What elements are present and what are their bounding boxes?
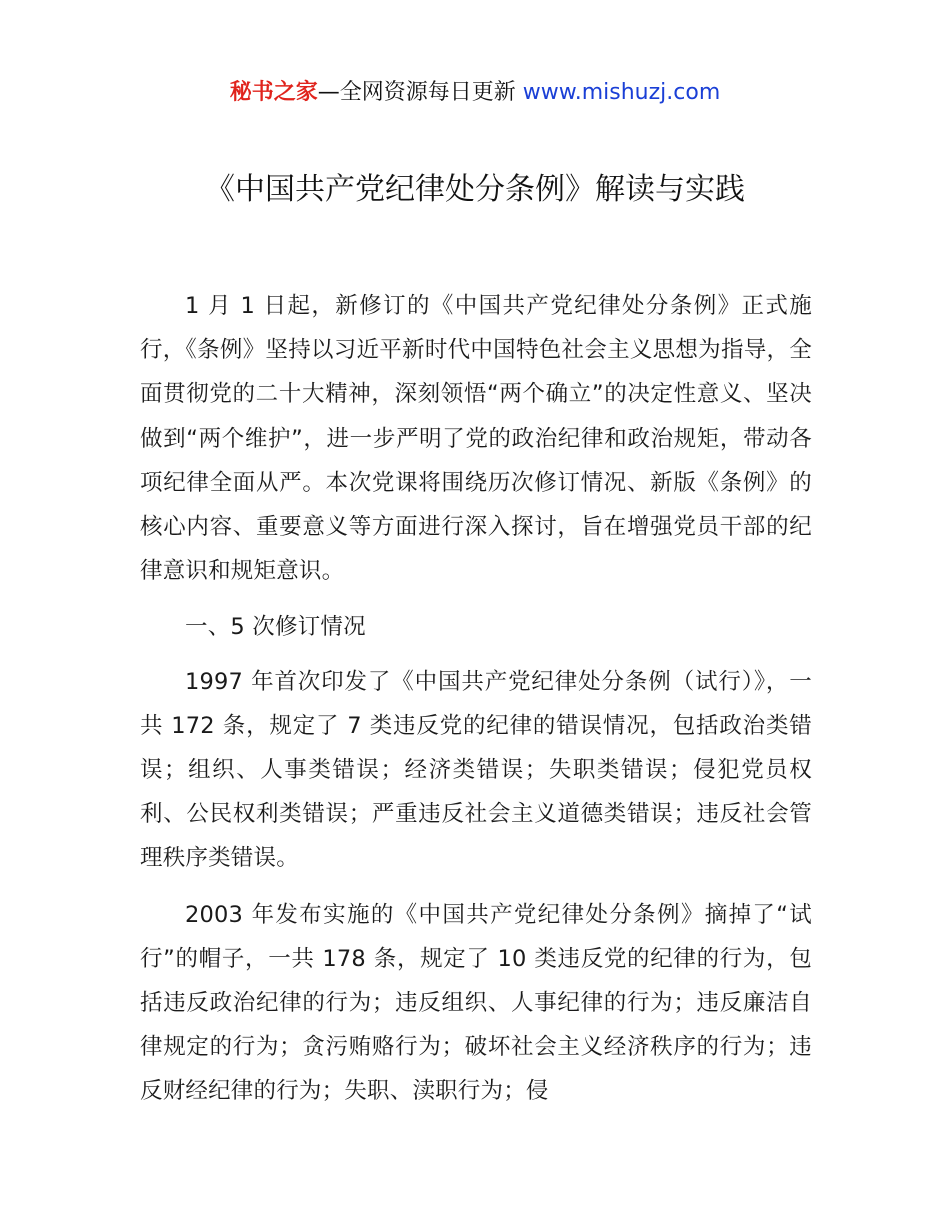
site-brand: 秘书之家 bbox=[229, 80, 318, 105]
paragraph-1997: 1997 年首次印发了《中国共产党纪律处分条例（试行）》，一共 172 条，规定了 7 类违反党的纪律的错误情况，包括政治类错误；组织、人事类错误；经济类错误；失职类错误；侵犯党员权利、公民权利类错误；严重违反社会主义道德类错误；违反社会管理秩序类错误。 bbox=[140, 668, 812, 872]
section-heading: 一、5 次修订情况 bbox=[185, 614, 366, 641]
intro-paragraph: 1 月 1 日起，新修订的《中国共产党纪律处分条例》正式施行，《条例》坚持以习近平新时代中国特色社会主义思想为指导，全面贯彻党的二十大精神，深刻领悟“两个确立”的决定性意义、坚决做到“两个维护”，进一步严明了党的政治纪律和政治规矩，带动各项纪律全面从严。本次党课将围绕历次修订情况、新版《条例》的核心内容、重要意义等方面进行深入探讨，旨在增强党员干部的纪律意识和规矩意识。 bbox=[140, 293, 812, 585]
site-url-link[interactable]: www.mishuzj.com bbox=[522, 80, 721, 105]
site-tagline: —全网资源每日更新 bbox=[317, 80, 523, 105]
paragraph-2003: 2003 年发布实施的《中国共产党纪律处分条例》摘掉了“试行”的帽子，一共 178 条，规定了 10 类违反党的纪律的行为，包括违反政治纪律的行为；违反组织、人事纪律的行为；违反廉洁自律规定的行为；贪污贿赂行为；破坏社会主义经济秩序的行为；违反财经纪律的行为；失职、渎职行为；侵 bbox=[140, 901, 812, 1105]
site-header bbox=[0, 77, 950, 109]
document-body bbox=[140, 284, 812, 1126]
document-title: 《中国共产党纪律处分条例》解读与实践 bbox=[205, 172, 745, 207]
